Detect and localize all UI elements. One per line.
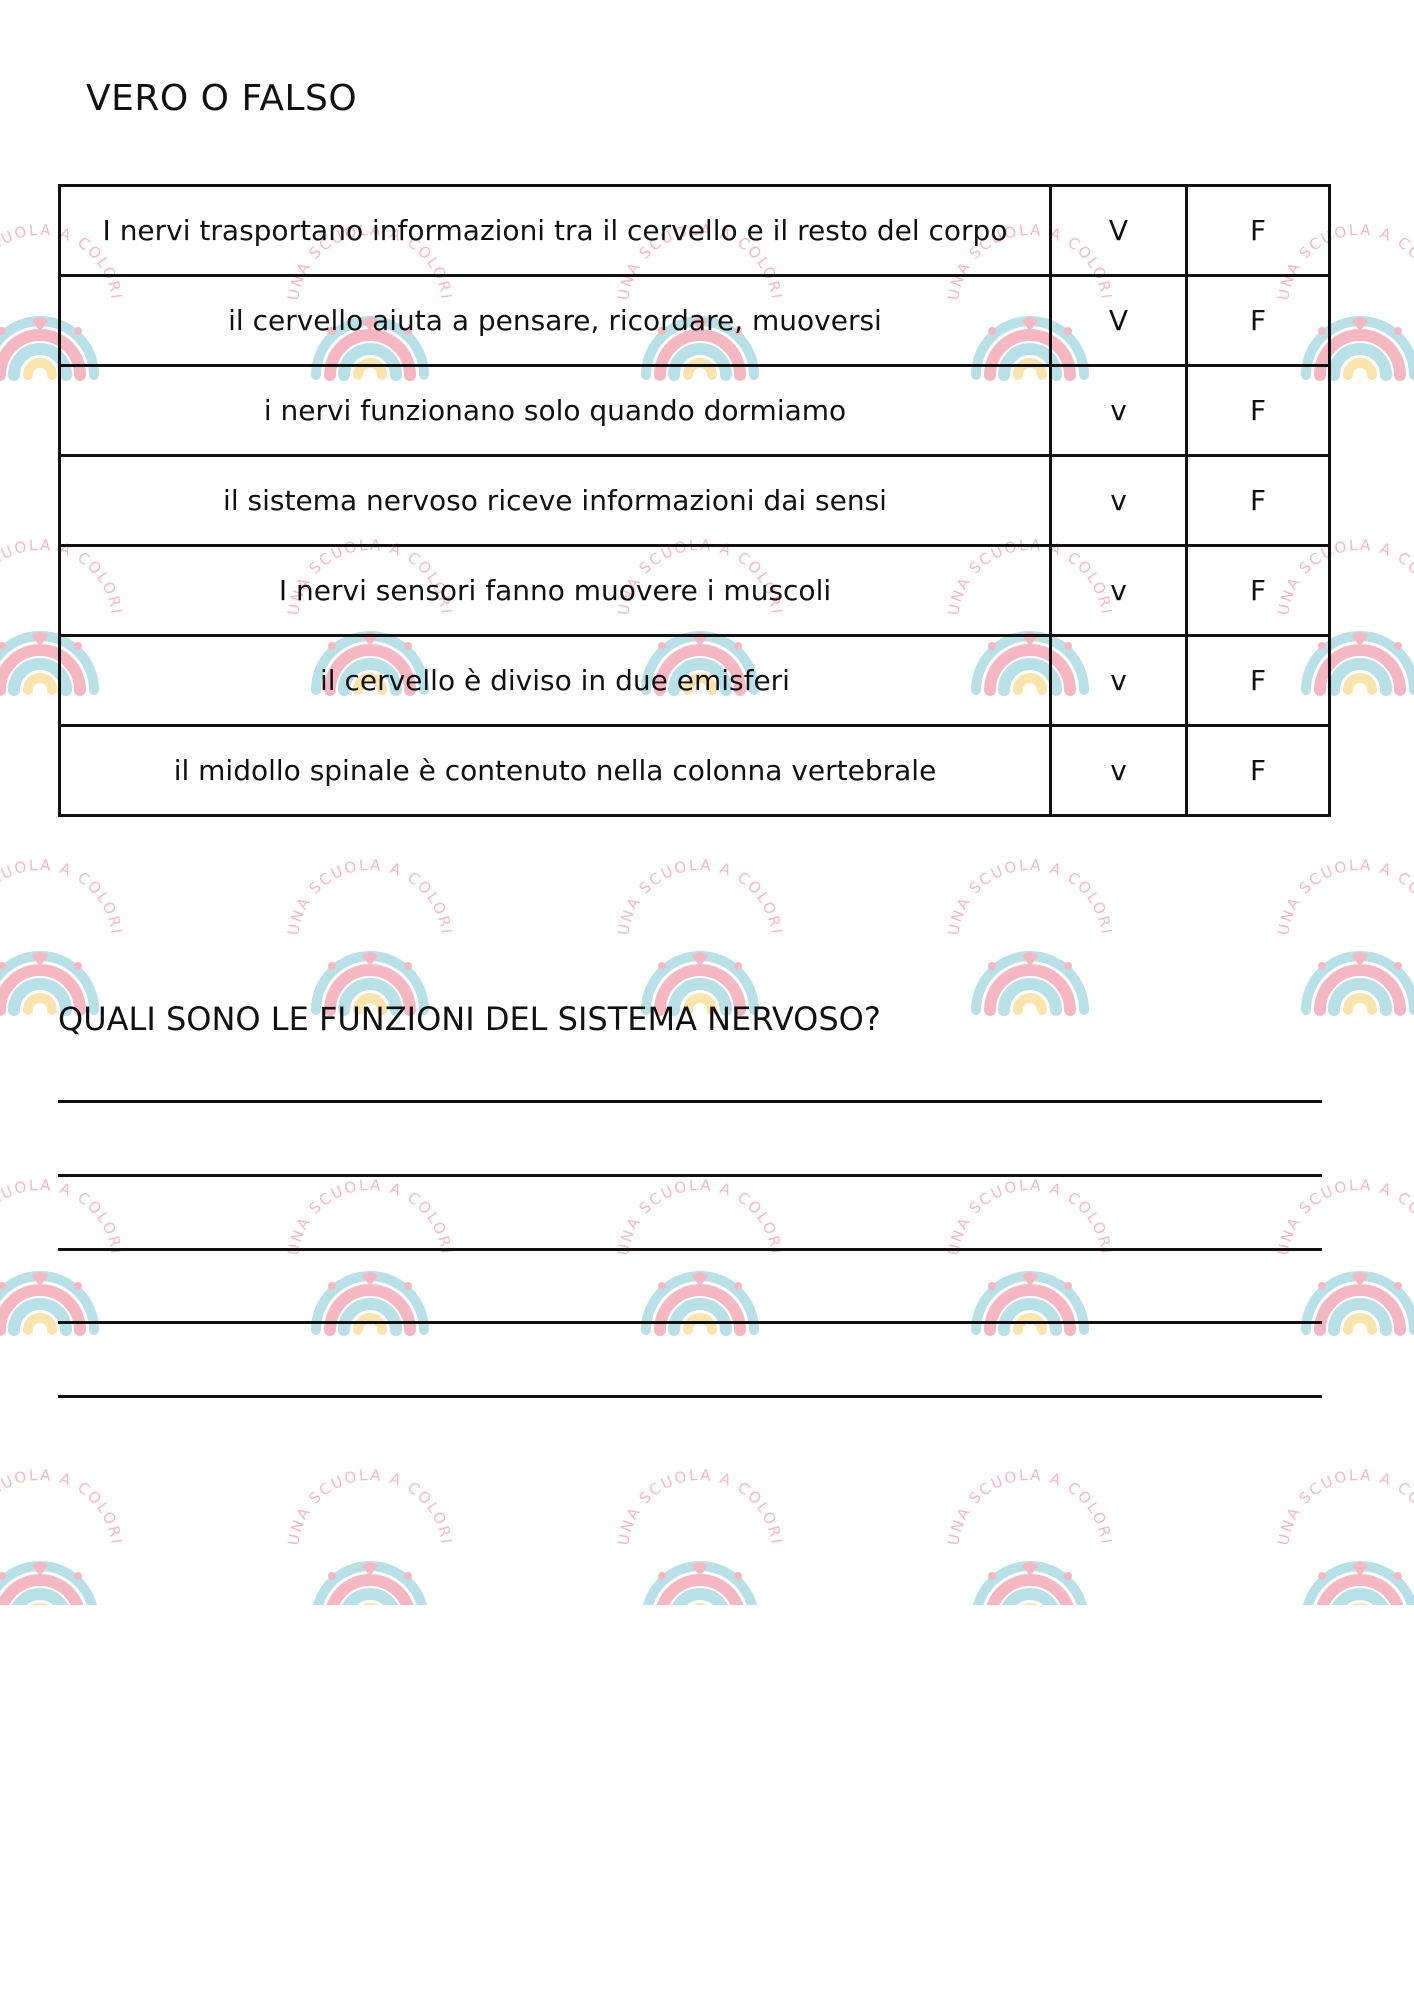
statement-row	[60, 726, 1330, 816]
answer-line[interactable]	[58, 1174, 1322, 1177]
statement-text: il sistema nervoso riceve informazioni dai sensi	[60, 456, 1051, 546]
statement-text: i nervi funzionano solo quando dormiamo	[60, 366, 1051, 456]
answer-line[interactable]	[58, 1100, 1322, 1103]
true-option-v[interactable]: v	[1051, 636, 1187, 726]
statement-text: I nervi trasportano informazioni tra il cervello e il resto del corpo	[60, 186, 1051, 276]
true-option-v[interactable]: v	[1051, 366, 1187, 456]
false-option-f[interactable]: F	[1187, 276, 1330, 366]
statement-row	[60, 636, 1330, 726]
statement-row	[60, 276, 1330, 366]
statement-row	[60, 546, 1330, 636]
false-option-f[interactable]: F	[1187, 726, 1330, 816]
false-option-f[interactable]: F	[1187, 546, 1330, 636]
answer-line[interactable]	[58, 1321, 1322, 1324]
true-option-v[interactable]: V	[1051, 186, 1187, 276]
false-option-f[interactable]: F	[1187, 186, 1330, 276]
answer-line[interactable]	[58, 1395, 1322, 1398]
statement-row	[60, 186, 1330, 276]
true-option-v[interactable]: V	[1051, 276, 1187, 366]
statement-text: il midollo spinale è contenuto nella colonna vertebrale	[60, 726, 1051, 816]
section-title: VERO O FALSO	[86, 78, 358, 119]
true-option-v[interactable]: v	[1051, 456, 1187, 546]
statement-row	[60, 366, 1330, 456]
false-option-f[interactable]: F	[1187, 456, 1330, 546]
statement-text: I nervi sensori fanno muovere i muscoli	[60, 546, 1051, 636]
statement-text: il cervello aiuta a pensare, ricordare, muoversi	[60, 276, 1051, 366]
false-option-f[interactable]: F	[1187, 366, 1330, 456]
open-question: QUALI SONO LE FUNZIONI DEL SISTEMA NERVOSO?	[58, 1000, 881, 1038]
true-option-v[interactable]: v	[1051, 726, 1187, 816]
statement-row	[60, 456, 1330, 546]
false-option-f[interactable]: F	[1187, 636, 1330, 726]
true-false-table	[58, 184, 1331, 817]
statement-text: il cervello è diviso in due emisferi	[60, 636, 1051, 726]
true-option-v[interactable]: v	[1051, 546, 1187, 636]
answer-line[interactable]	[58, 1248, 1322, 1251]
